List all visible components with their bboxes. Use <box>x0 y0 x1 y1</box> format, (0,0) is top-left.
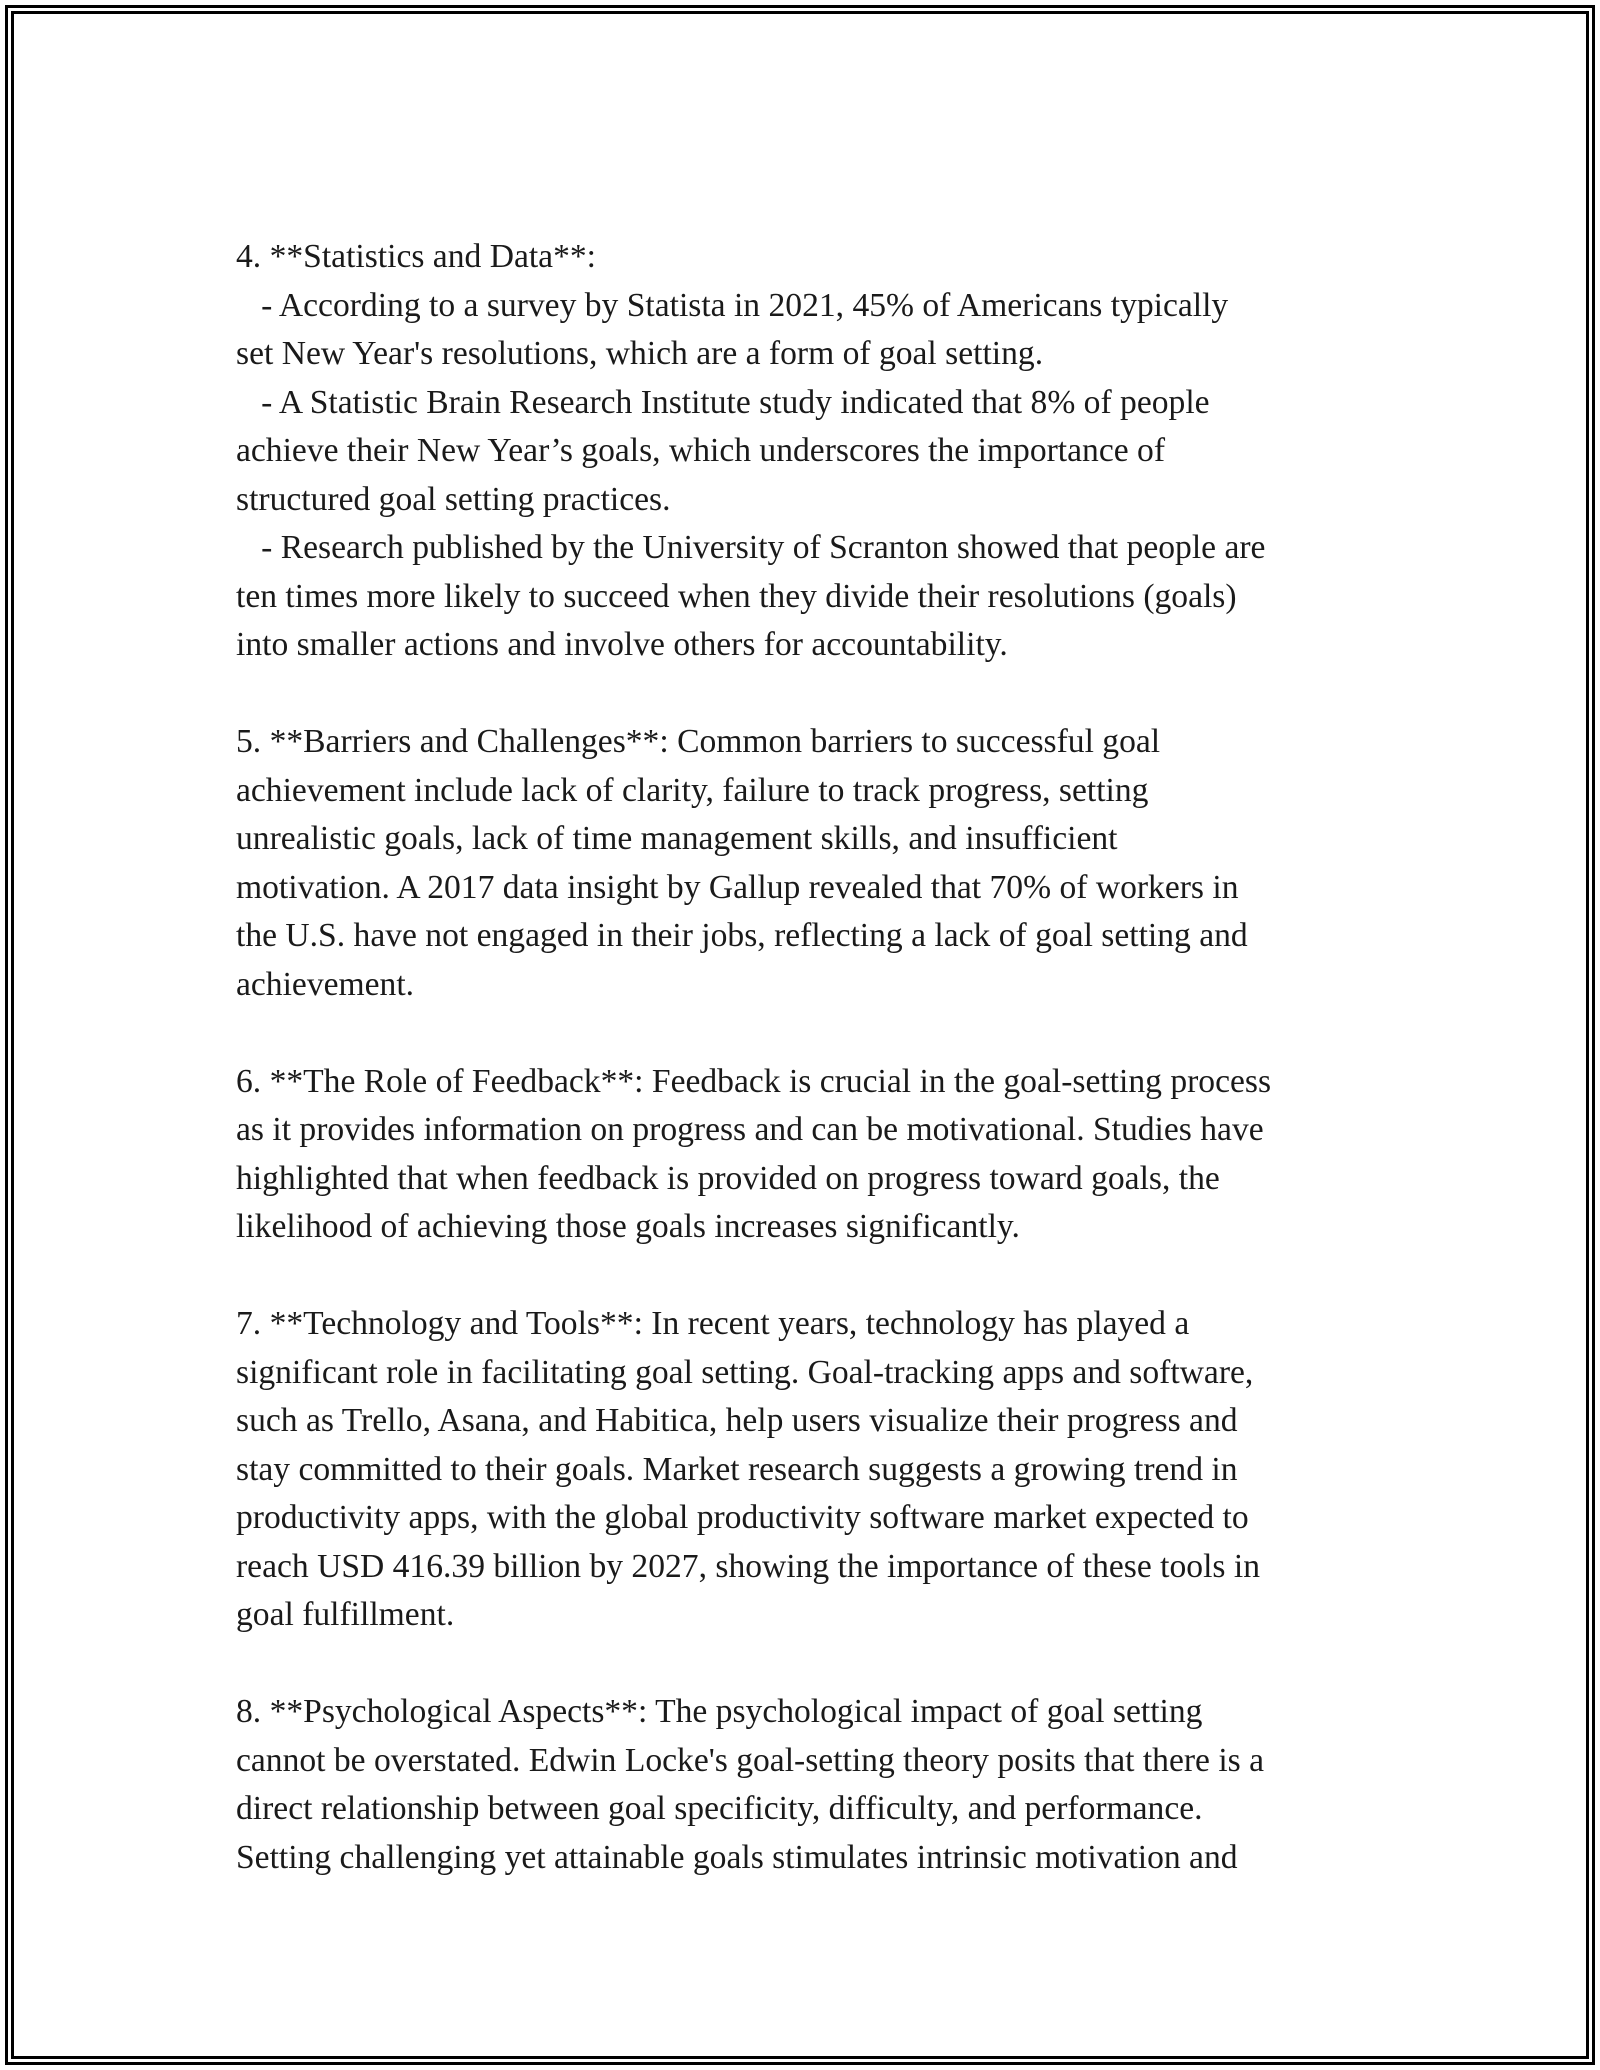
section-psychological <box>236 1688 1376 1882</box>
text-line: reach USD 416.39 billion by 2027, showing the importance of these tools in <box>236 1547 1260 1585</box>
text-line: goal fulfillment. <box>236 1596 455 1633</box>
text-line: unrealistic goals, lack of time management skills, and insufficient <box>236 820 1118 857</box>
text-line: achieve their New Year’s goals, which underscores the importance of <box>236 432 1166 469</box>
section-statistics <box>236 233 1376 670</box>
text-line: significant role in facilitating goal setting. Goal-tracking apps and software, <box>236 1353 1254 1391</box>
section-heading: 4. **Statistics and Data**: <box>236 238 596 275</box>
text-line: motivation. A 2017 data insight by Gallup revealed that 70% of workers in <box>236 868 1239 906</box>
text-line: the U.S. have not engaged in their jobs, reflecting a lack of goal setting and <box>236 917 1248 954</box>
section-heading: 7. **Technology and Tools**: In recent years, technology has played a <box>236 1305 1190 1342</box>
text-line: - Research published by the University of Scranton showed that people are <box>236 529 1266 566</box>
text-line: achievement include lack of clarity, failure to track progress, setting <box>236 771 1149 809</box>
paragraph-gap <box>236 670 1376 719</box>
section-feedback <box>236 1058 1376 1252</box>
text-line: as it provides information on progress and can be motivational. Studies have <box>236 1111 1264 1148</box>
text-line: such as Trello, Asana, and Habitica, help users visualize their progress and <box>236 1402 1238 1439</box>
text-line: stay committed to their goals. Market research suggests a growing trend in <box>236 1450 1238 1488</box>
text-line: likelihood of achieving those goals increases significantly. <box>236 1208 1020 1245</box>
text-line: - A Statistic Brain Research Institute study indicated that 8% of people <box>236 383 1210 421</box>
text-line: - According to a survey by Statista in 2021, 45% of Americans typically <box>236 286 1229 324</box>
section-heading: 6. **The Role of Feedback**: Feedback is crucial in the goal-setting process <box>236 1062 1272 1100</box>
text-line: ten times more likely to succeed when they divide their resolutions (goals) <box>236 577 1237 615</box>
section-technology <box>236 1300 1376 1640</box>
section-heading: 8. **Psychological Aspects**: The psychological impact of goal setting <box>236 1693 1203 1730</box>
text-line: set New Year's resolutions, which are a form of goal setting. <box>236 335 1044 372</box>
text-line: into smaller actions and involve others for accountability. <box>236 626 1008 663</box>
text-line: direct relationship between goal specificity, difficulty, and performance. <box>236 1790 1203 1827</box>
text-line: cannot be overstated. Edwin Locke's goal-setting theory posits that there is a <box>236 1741 1265 1779</box>
text-line: productivity apps, with the global productivity software market expected to <box>236 1499 1249 1536</box>
text-line: Setting challenging yet attainable goals stimulates intrinsic motivation and <box>236 1838 1238 1876</box>
document-body <box>236 233 1376 1882</box>
paragraph-gap <box>236 1009 1376 1058</box>
text-line: highlighted that when feedback is provided on progress toward goals, the <box>236 1159 1220 1197</box>
paragraph-gap <box>236 1252 1376 1301</box>
section-heading: 5. **Barriers and Challenges**: Common barriers to successful goal <box>236 723 1161 760</box>
text-line: achievement. <box>236 965 415 1003</box>
text-line: structured goal setting practices. <box>236 480 671 518</box>
section-barriers <box>236 718 1376 1009</box>
paragraph-gap <box>236 1640 1376 1689</box>
